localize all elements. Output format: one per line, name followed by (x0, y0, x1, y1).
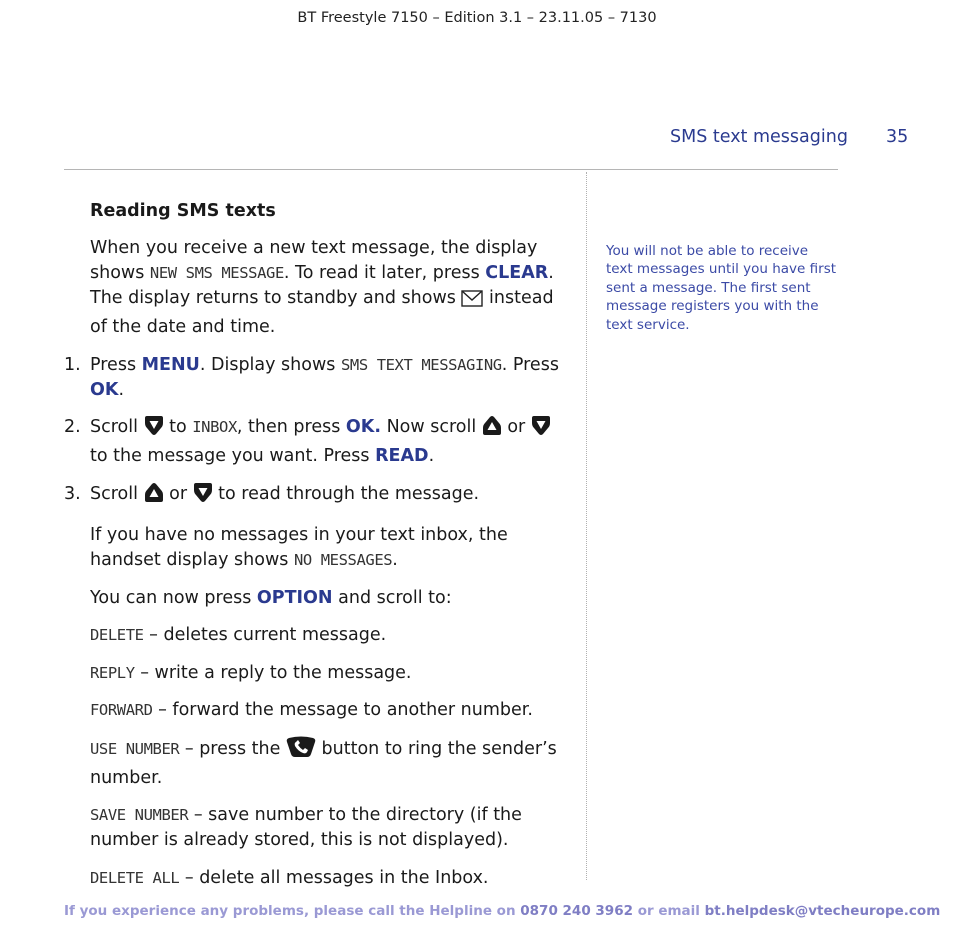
text: or (163, 483, 193, 504)
step-2 (64, 415, 568, 469)
key-clear: CLEAR (485, 263, 549, 283)
header-divider (64, 169, 838, 170)
step-3 (64, 482, 568, 511)
option-delete (90, 623, 568, 648)
scroll-down-icon (144, 415, 164, 444)
lcd-text: SAVE NUMBER (90, 806, 189, 824)
text: and scroll to: (332, 587, 452, 608)
lcd-text: INBOX (192, 418, 237, 436)
page-number: 35 (886, 127, 909, 147)
scroll-up-icon (482, 415, 502, 444)
key-menu: MENU (141, 354, 200, 375)
text: Scroll (90, 483, 144, 504)
scroll-up-icon (144, 482, 164, 511)
option-save-number (90, 803, 568, 853)
text: to read through the message. (212, 483, 480, 504)
key-ok: OK. (345, 417, 381, 437)
option-description: – deletes current message. (143, 625, 387, 645)
text: You can now press (90, 587, 257, 608)
key-read: READ (375, 446, 429, 466)
option-description: – write a reply to the message. (134, 662, 412, 683)
key-option: OPTION (256, 587, 333, 608)
text: Now scroll (381, 417, 482, 437)
option-forward (90, 698, 568, 723)
text: When you receive a new text message, the display shows (90, 238, 538, 283)
lcd-text: DELETE (90, 626, 144, 644)
lcd-text: NEW SMS MESSAGE (149, 264, 284, 282)
intro-paragraph (90, 236, 568, 340)
text: to (163, 417, 193, 437)
option-description: button to ring the sender’s number. (90, 738, 557, 788)
scroll-down-icon (193, 482, 213, 511)
envelope-icon (461, 290, 483, 315)
step-1 (64, 353, 568, 403)
option-use-number (90, 736, 568, 791)
lcd-text: FORWARD (90, 701, 153, 719)
sidebar-note: You will not be able to receive text messages until you have first sent a message. The first sent message registers you with the text service. (606, 243, 837, 333)
text: Scroll (90, 417, 144, 437)
no-messages-paragraph (90, 523, 568, 573)
text: Press (90, 354, 142, 375)
step-number: 2. (64, 417, 81, 437)
lcd-text: REPLY (90, 663, 135, 682)
text: . (392, 550, 398, 570)
text: . Press (501, 354, 559, 375)
text: , then press (236, 417, 346, 437)
lcd-text: DELETE ALL (90, 868, 180, 887)
option-description: – save number to the directory (if the number is already stored, this is not displayed). (90, 805, 522, 850)
lcd-text: USE NUMBER (90, 739, 180, 758)
section-title: SMS text messaging (670, 127, 848, 147)
talk-button-icon (286, 736, 316, 766)
lcd-text: SMS TEXT MESSAGING (340, 355, 502, 374)
text: instead of the date and time. (90, 288, 554, 337)
text: or email (633, 903, 705, 919)
text: If you experience any problems, please call the Helpline on (64, 903, 521, 919)
step-number: 1. (64, 354, 81, 375)
text: . (428, 446, 435, 466)
text: If you have no messages in your text inbox, the handset display shows (90, 525, 508, 570)
text: . The display returns to standby and shows (90, 263, 554, 308)
option-description: – forward the message to another number. (152, 700, 533, 720)
helpdesk-email: bt.helpdesk@vtecheurope.com (704, 903, 941, 919)
option-description: – press the (179, 738, 286, 759)
step-number: 3. (64, 483, 81, 504)
section-heading: Reading SMS texts (90, 201, 276, 221)
main-content (64, 199, 568, 891)
scroll-down-icon (531, 415, 551, 444)
option-paragraph (90, 586, 568, 611)
helpline-number: 0870 240 3962 (520, 903, 633, 919)
key-ok: OK (90, 379, 119, 400)
text: or (501, 417, 531, 437)
text: . Display shows (199, 354, 341, 375)
option-delete-all (90, 866, 568, 891)
lcd-text: NO MESSAGES (293, 551, 393, 569)
option-reply (90, 661, 568, 686)
footer-helpline (64, 903, 940, 919)
document-id: BT Freestyle 7150 – Edition 3.1 – 23.11.05 – 7130 (297, 10, 657, 26)
column-divider (586, 172, 587, 880)
text: to the message you want. Press (90, 446, 376, 466)
text: . (118, 379, 125, 400)
text: . To read it later, press (283, 263, 486, 283)
option-description: – delete all messages in the Inbox. (179, 867, 489, 888)
